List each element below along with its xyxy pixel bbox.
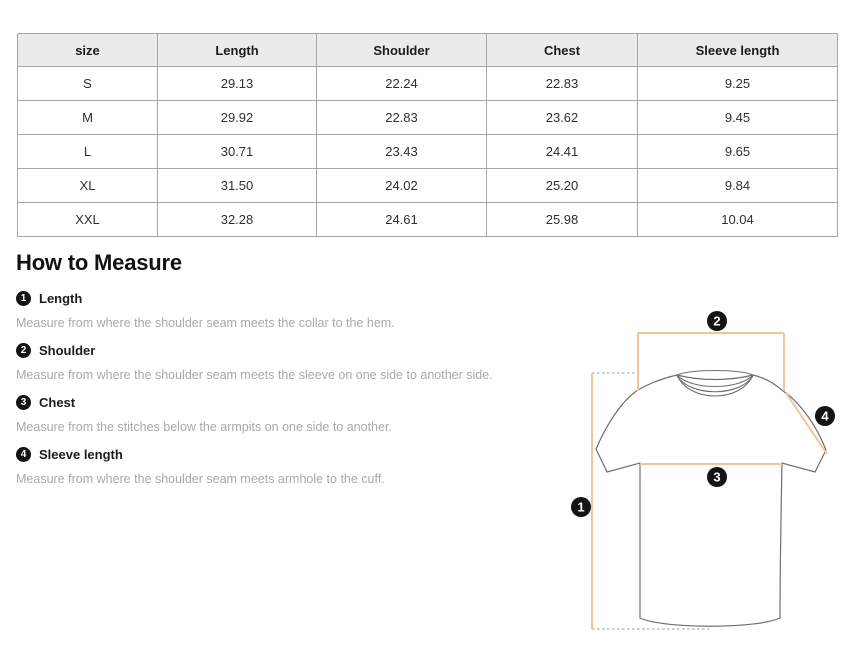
measure-item-length	[16, 291, 556, 330]
diagram-badge-4	[815, 406, 835, 426]
diagram-badge-1	[571, 497, 591, 517]
shoulder-cell: 23.43	[317, 135, 487, 169]
table-row-s	[18, 67, 838, 101]
number-badge-2: 2	[16, 343, 31, 358]
measure-item-description: Measure from where the shoulder seam meets the sleeve on one side to another side.	[16, 368, 493, 382]
tshirt-outline	[596, 375, 826, 626]
table-row-xxl	[18, 203, 838, 237]
column-header-sleeve-length: Sleeve length	[638, 34, 838, 67]
size-cell: S	[18, 67, 158, 101]
measure-item-label: Length	[39, 291, 83, 306]
shoulder-cell: 24.61	[317, 203, 487, 237]
size-chart-header-row	[18, 34, 838, 67]
length-cell: 30.71	[158, 135, 317, 169]
table-row-m	[18, 101, 838, 135]
chest-cell: 23.62	[487, 101, 638, 135]
chest-cell: 25.20	[487, 169, 638, 203]
tshirt-measurement-diagram	[550, 300, 850, 660]
table-row-xl	[18, 169, 838, 203]
measure-item-chest	[16, 395, 556, 434]
measure-item-description: Measure from the stitches below the armpits on one side to another.	[16, 420, 392, 434]
svg-text:4: 4	[821, 408, 829, 424]
diagram-badge-3	[707, 467, 727, 487]
svg-text:1: 1	[577, 499, 585, 515]
measure-item-description: Measure from where the shoulder seam meets armhole to the cuff.	[16, 472, 385, 486]
shoulder-cell: 22.24	[317, 67, 487, 101]
sleeve-length-cell: 9.65	[638, 135, 838, 169]
length-cell: 29.13	[158, 67, 317, 101]
chest-cell: 24.41	[487, 135, 638, 169]
shoulder-cell: 24.02	[317, 169, 487, 203]
sleeve-length-cell: 9.25	[638, 67, 838, 101]
column-header-shoulder: Shoulder	[317, 34, 487, 67]
number-badge-3: 3	[16, 395, 31, 410]
sleeve-length-cell: 9.45	[638, 101, 838, 135]
column-header-size: size	[18, 34, 158, 67]
column-header-length: Length	[158, 34, 317, 67]
section-title: How to Measure	[16, 250, 182, 275]
size-cell: XL	[18, 169, 158, 203]
measure-item-sleeve-length	[16, 447, 556, 486]
svg-text:3: 3	[713, 469, 721, 485]
shoulder-cell: 22.83	[317, 101, 487, 135]
length-cell: 29.92	[158, 101, 317, 135]
measure-item-label: Chest	[39, 395, 76, 410]
tshirt-diagram-svg	[550, 300, 850, 660]
column-header-chest: Chest	[487, 34, 638, 67]
collar-back-line	[677, 371, 753, 376]
chest-cell: 22.83	[487, 67, 638, 101]
measure-item-description: Measure from where the shoulder seam meets the collar to the hem.	[16, 316, 395, 330]
size-cell: L	[18, 135, 158, 169]
svg-text:2: 2	[713, 313, 721, 329]
sleeve-length-cell: 10.04	[638, 203, 838, 237]
measure-item-label: Sleeve length	[39, 447, 123, 462]
measure-item-shoulder	[16, 343, 556, 382]
table-row-l	[18, 135, 838, 169]
sleeve-length-cell: 9.84	[638, 169, 838, 203]
size-cell: XXL	[18, 203, 158, 237]
length-cell: 31.50	[158, 169, 317, 203]
size-cell: M	[18, 101, 158, 135]
how-to-measure-section	[16, 250, 556, 499]
number-badge-4: 4	[16, 447, 31, 462]
number-badge-1: 1	[16, 291, 31, 306]
length-cell: 32.28	[158, 203, 317, 237]
size-chart-table	[17, 33, 838, 237]
measure-item-label: Shoulder	[39, 343, 96, 358]
chest-cell: 25.98	[487, 203, 638, 237]
diagram-badge-2	[707, 311, 727, 331]
